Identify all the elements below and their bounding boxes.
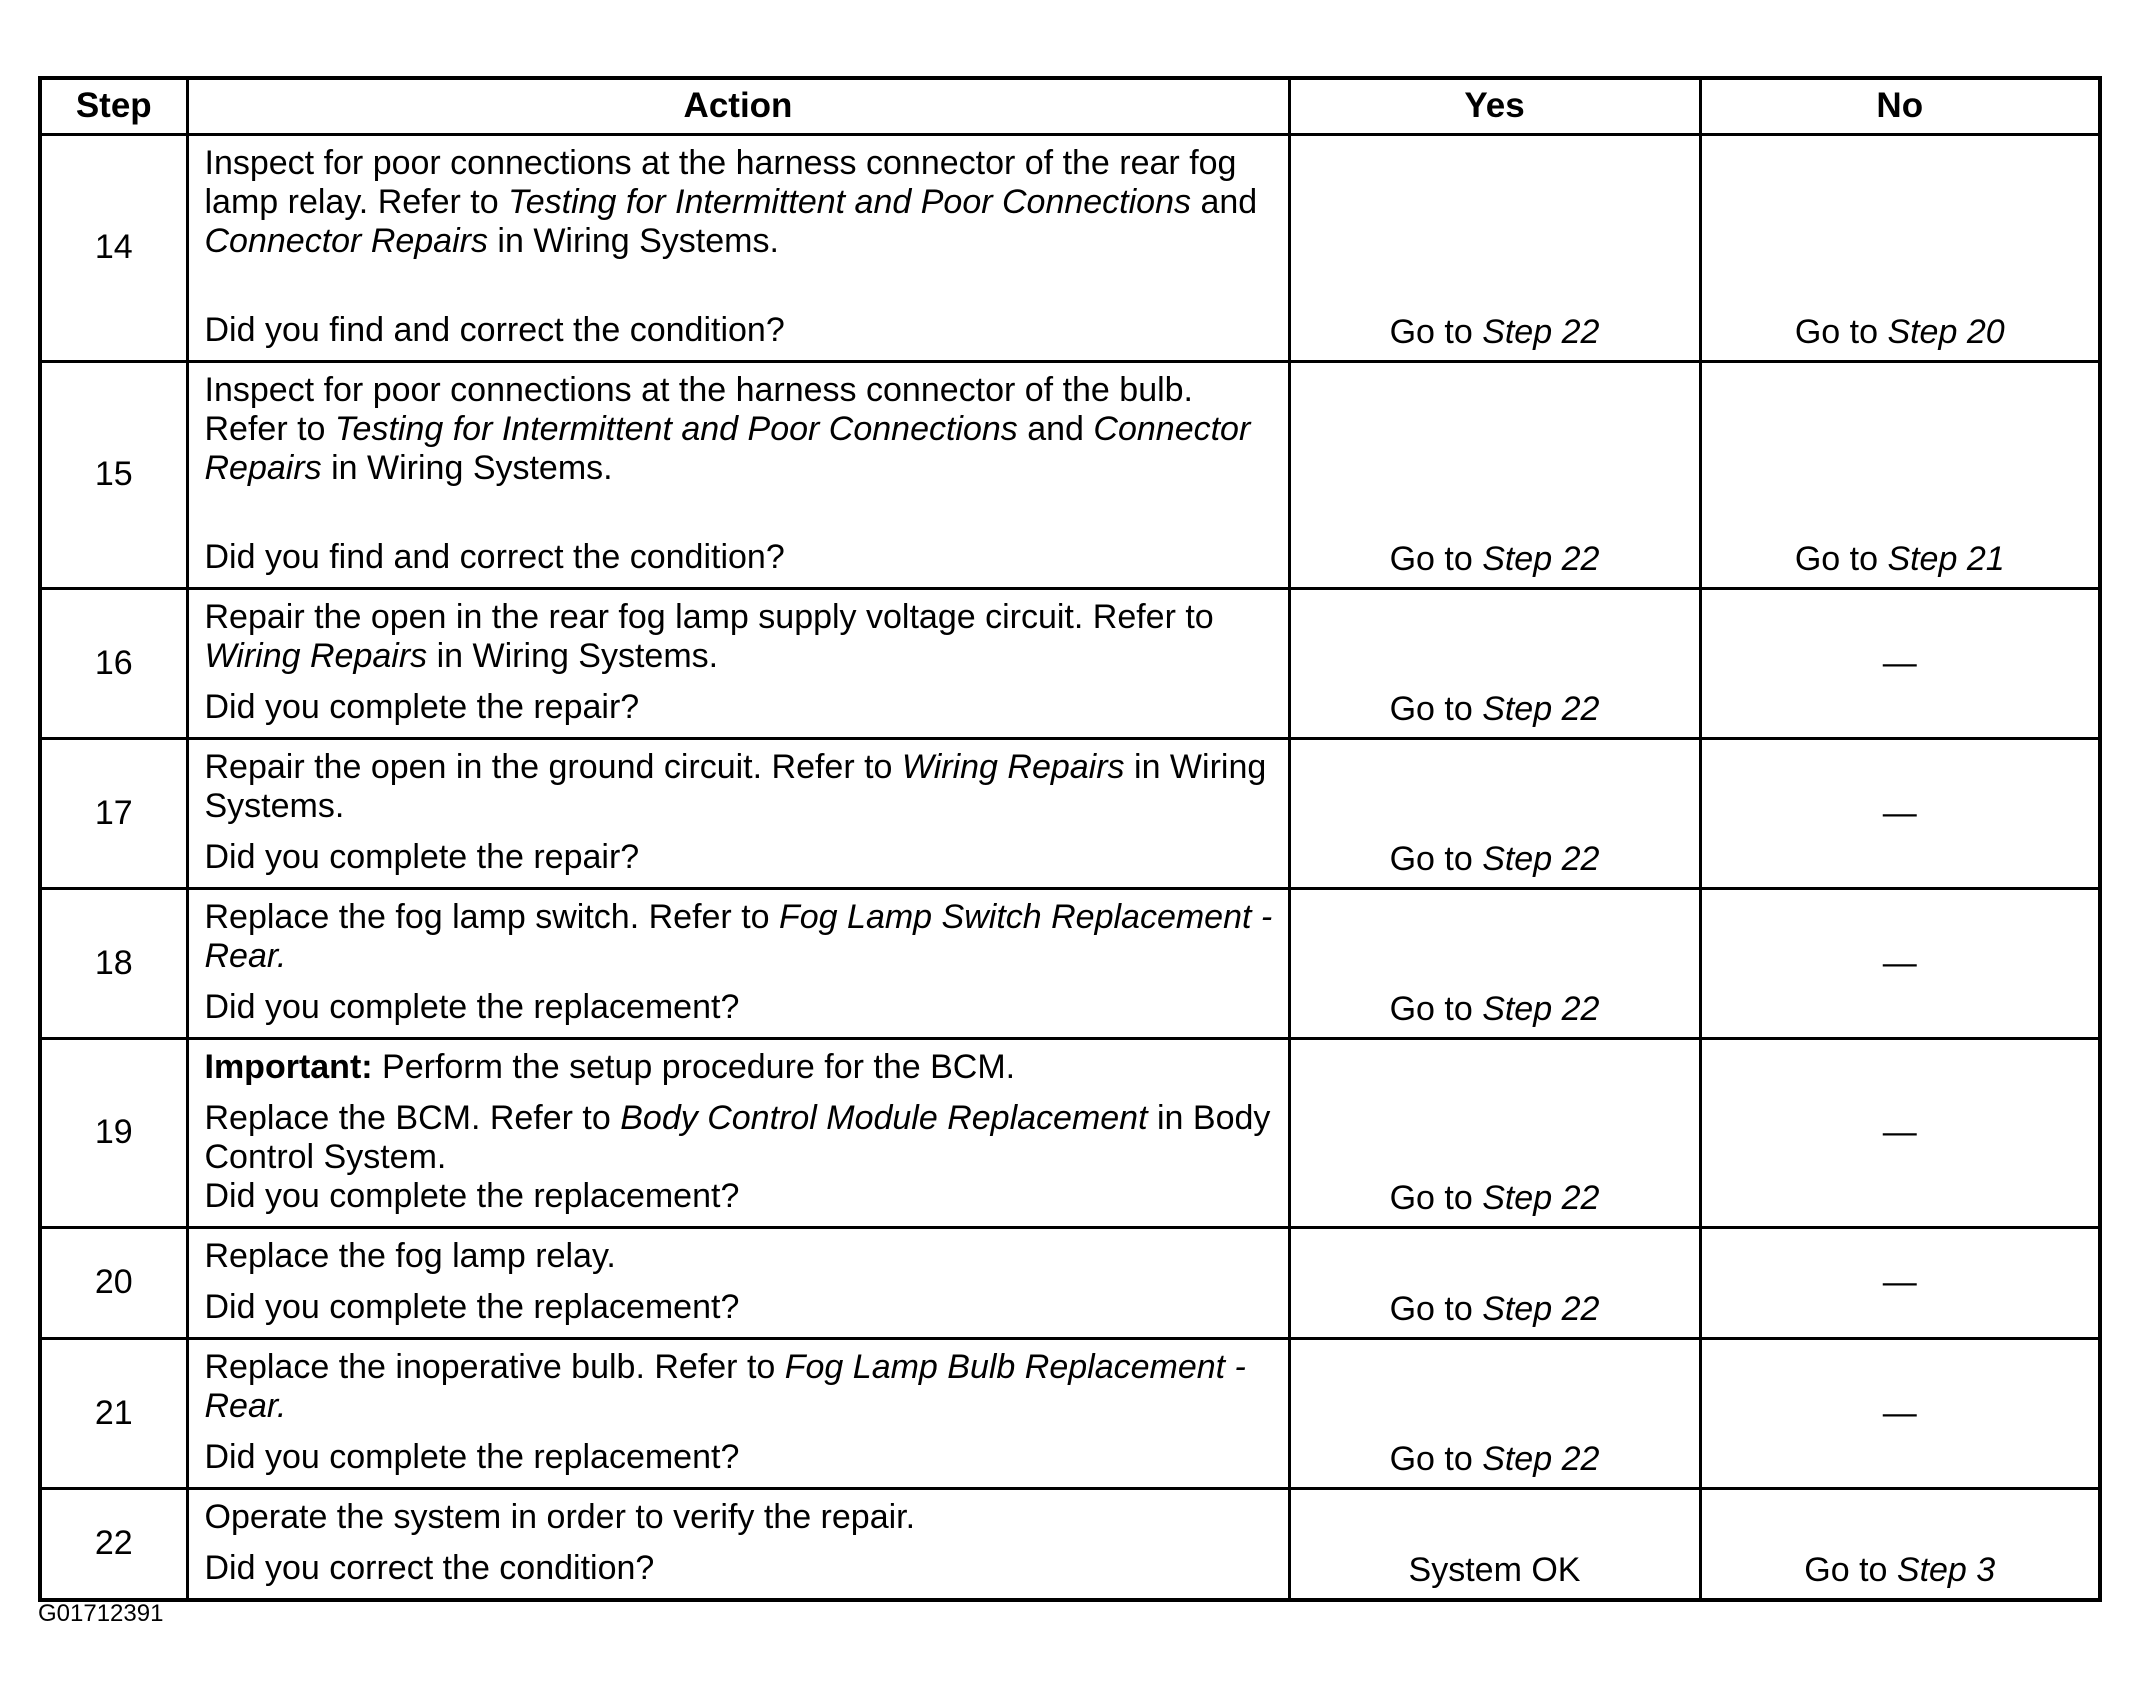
diagnostic-table — [38, 76, 2102, 1602]
step-number: 17 — [40, 738, 187, 888]
yes-cell: System OK — [1289, 1488, 1700, 1600]
goto-text: Go to — [1389, 839, 1483, 878]
action-cell — [187, 588, 1289, 738]
action-instruction — [205, 1348, 1274, 1426]
action-instruction — [205, 748, 1274, 826]
table-row — [40, 1227, 2100, 1338]
table-row — [40, 1488, 2100, 1600]
important-label: Important: — [204, 1047, 373, 1086]
action-text: in Wiring Systems. — [427, 636, 719, 675]
step-number: 15 — [40, 361, 187, 588]
action-instruction — [205, 371, 1274, 488]
step-link[interactable]: Step 22 — [1482, 989, 1600, 1028]
action-text: Replace the inoperative bulb. Refer to — [204, 1347, 785, 1386]
goto-text: Go to — [1389, 689, 1483, 728]
reference-link[interactable]: Wiring Repairs — [204, 636, 428, 675]
reference-link[interactable]: Fog Lamp Bulb Replacement - Rear. — [204, 1347, 1246, 1425]
action-text: in Wiring Systems. — [487, 221, 779, 260]
table-row — [40, 1038, 2100, 1227]
action-question: Did you correct the condition? — [204, 1548, 655, 1587]
action-text: Repair the open in the ground circuit. Refer to — [204, 747, 902, 786]
goto-text: Go to — [1389, 1439, 1483, 1478]
action-cell — [187, 1038, 1289, 1227]
step-number: 22 — [40, 1488, 187, 1600]
action-text: Inspect for poor connections at the harness connector of the rear fog lamp relay. Refer to — [204, 143, 1237, 221]
step-link[interactable]: Step 22 — [1482, 539, 1600, 578]
step-number: 20 — [40, 1227, 187, 1338]
action-instruction: Replace the fog lamp relay. — [204, 1236, 616, 1275]
action-question: Did you complete the repair? — [204, 687, 640, 726]
yes-cell — [1289, 888, 1700, 1038]
no-cell-empty: — — [1700, 888, 2100, 1038]
action-instruction — [205, 898, 1274, 976]
action-question: Did you complete the replacement? — [204, 1176, 740, 1215]
header-yes: Yes — [1289, 78, 1700, 134]
action-instruction — [205, 144, 1274, 261]
action-text: Replace the BCM. Refer to — [204, 1098, 621, 1137]
action-text: in Body Control System. — [204, 1098, 1271, 1176]
reference-link[interactable]: Testing for Intermittent and Poor Connections — [334, 409, 1018, 448]
action-text: in Wiring Systems. — [321, 448, 613, 487]
step-number: 16 — [40, 588, 187, 738]
step-link[interactable]: Step 22 — [1482, 1289, 1600, 1328]
goto-text: Go to — [1389, 1178, 1483, 1217]
step-number: 14 — [40, 134, 187, 361]
step-link[interactable]: Step 22 — [1482, 689, 1600, 728]
goto-text: Go to — [1804, 1550, 1897, 1589]
action-cell — [187, 1227, 1289, 1338]
action-cell — [187, 1338, 1289, 1488]
action-cell — [187, 888, 1289, 1038]
action-text: Replace the fog lamp switch. Refer to — [204, 897, 779, 936]
action-cell — [187, 1488, 1289, 1600]
reference-link[interactable]: Testing for Intermittent and Poor Connections — [508, 182, 1191, 221]
no-cell — [1700, 134, 2100, 361]
step-link[interactable]: Step 22 — [1482, 839, 1600, 878]
goto-text: Go to — [1794, 312, 1888, 351]
yes-cell — [1289, 1038, 1700, 1227]
step-number: 19 — [40, 1038, 187, 1227]
reference-link[interactable]: Body Control Module Replacement — [620, 1098, 1148, 1137]
action-question: Did you complete the replacement? — [204, 1287, 740, 1326]
table-row — [40, 361, 2100, 588]
action-text: and — [1017, 409, 1094, 448]
action-instruction — [205, 598, 1274, 676]
yes-cell — [1289, 738, 1700, 888]
reference-link[interactable]: Fog Lamp Switch Replacement - Rear. — [204, 897, 1273, 975]
no-cell-empty: — — [1700, 588, 2100, 738]
action-instruction — [205, 1099, 1274, 1177]
no-cell-empty: — — [1700, 1038, 2100, 1227]
action-cell — [187, 361, 1289, 588]
step-number: 21 — [40, 1338, 187, 1488]
header-action: Action — [187, 78, 1289, 134]
action-question: Did you find and correct the condition? — [204, 537, 785, 576]
reference-link[interactable]: Connector Repairs — [204, 221, 488, 260]
header-step: Step — [40, 78, 187, 134]
important-note — [205, 1048, 1274, 1087]
header-no: No — [1700, 78, 2100, 134]
goto-text: Go to — [1389, 539, 1483, 578]
action-text: Inspect for poor connections at the harness connector of the bulb. Refer to — [204, 370, 1194, 448]
step-link[interactable]: Step 3 — [1896, 1550, 1996, 1589]
yes-cell — [1289, 588, 1700, 738]
yes-cell — [1289, 1338, 1700, 1488]
table-header-row — [40, 78, 2100, 134]
action-cell — [187, 738, 1289, 888]
table-row — [40, 888, 2100, 1038]
action-question: Did you complete the replacement? — [204, 987, 740, 1026]
no-cell — [1700, 1488, 2100, 1600]
yes-cell — [1289, 1227, 1700, 1338]
no-cell — [1700, 361, 2100, 588]
step-link[interactable]: Step 22 — [1482, 1178, 1600, 1217]
step-link[interactable]: Step 22 — [1482, 1439, 1600, 1478]
goto-text: Go to — [1389, 312, 1483, 351]
reference-link[interactable]: Connector Repairs — [204, 409, 1251, 487]
step-link[interactable]: Step 20 — [1887, 312, 2005, 351]
yes-cell — [1289, 134, 1700, 361]
diagnostic-table-container — [38, 76, 2098, 1602]
table-row — [40, 134, 2100, 361]
no-cell-empty: — — [1700, 1338, 2100, 1488]
goto-text: Go to — [1389, 1289, 1483, 1328]
yes-cell — [1289, 361, 1700, 588]
figure-id: G01712391 — [38, 1600, 164, 1627]
goto-text: Go to — [1794, 539, 1888, 578]
action-question: Did you complete the replacement? — [204, 1437, 740, 1476]
action-question: Did you find and correct the condition? — [204, 310, 785, 349]
action-cell — [187, 134, 1289, 361]
action-question: Did you complete the repair? — [204, 837, 640, 876]
action-instruction: Operate the system in order to verify the repair. — [204, 1497, 916, 1536]
action-text: in Wiring Systems. — [204, 747, 1267, 825]
table-row — [40, 588, 2100, 738]
important-text: Perform the setup procedure for the BCM. — [372, 1047, 1016, 1086]
table-row — [40, 1338, 2100, 1488]
step-link[interactable]: Step 22 — [1482, 312, 1600, 351]
table-row — [40, 738, 2100, 888]
action-text: and — [1191, 182, 1258, 221]
no-cell-empty: — — [1700, 1227, 2100, 1338]
goto-text: Go to — [1389, 989, 1483, 1028]
step-link[interactable]: Step 21 — [1887, 539, 2005, 578]
no-cell-empty: — — [1700, 738, 2100, 888]
reference-link[interactable]: Wiring Repairs — [901, 747, 1125, 786]
step-number: 18 — [40, 888, 187, 1038]
action-text: Repair the open in the rear fog lamp supply voltage circuit. Refer to — [204, 597, 1214, 636]
